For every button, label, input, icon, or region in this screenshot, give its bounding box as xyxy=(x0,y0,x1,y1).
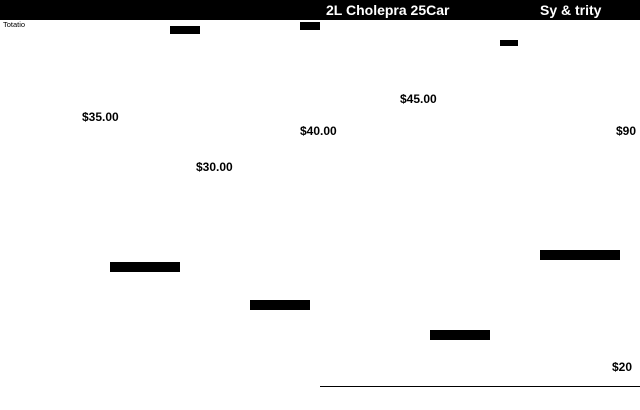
header-title-right: Sy & trity xyxy=(540,2,602,18)
price-d-main: $45.00 xyxy=(400,92,437,106)
header-title-center: 2L Cholepra 25Car xyxy=(326,2,450,18)
column-f xyxy=(536,20,640,386)
footer-note xyxy=(320,386,640,410)
redaction-mark xyxy=(430,330,490,340)
price-f: $20 xyxy=(612,360,633,374)
column-b xyxy=(108,20,216,386)
price-a: $35.00 xyxy=(82,110,119,124)
column-d xyxy=(324,20,426,386)
redaction-mark xyxy=(300,22,320,30)
redaction-mark xyxy=(540,250,620,260)
redaction-mark xyxy=(250,300,310,310)
price-e: $90 xyxy=(616,124,637,138)
redaction-mark xyxy=(110,262,180,272)
redaction-mark xyxy=(170,26,200,34)
redaction-mark xyxy=(500,40,518,46)
redaction-mark xyxy=(60,4,104,14)
item-row: Totatio xyxy=(3,20,26,29)
column-c xyxy=(216,20,324,386)
price-c: $40.00 xyxy=(300,124,337,138)
column-a xyxy=(0,20,108,386)
price-b: $30.00 xyxy=(196,160,233,174)
